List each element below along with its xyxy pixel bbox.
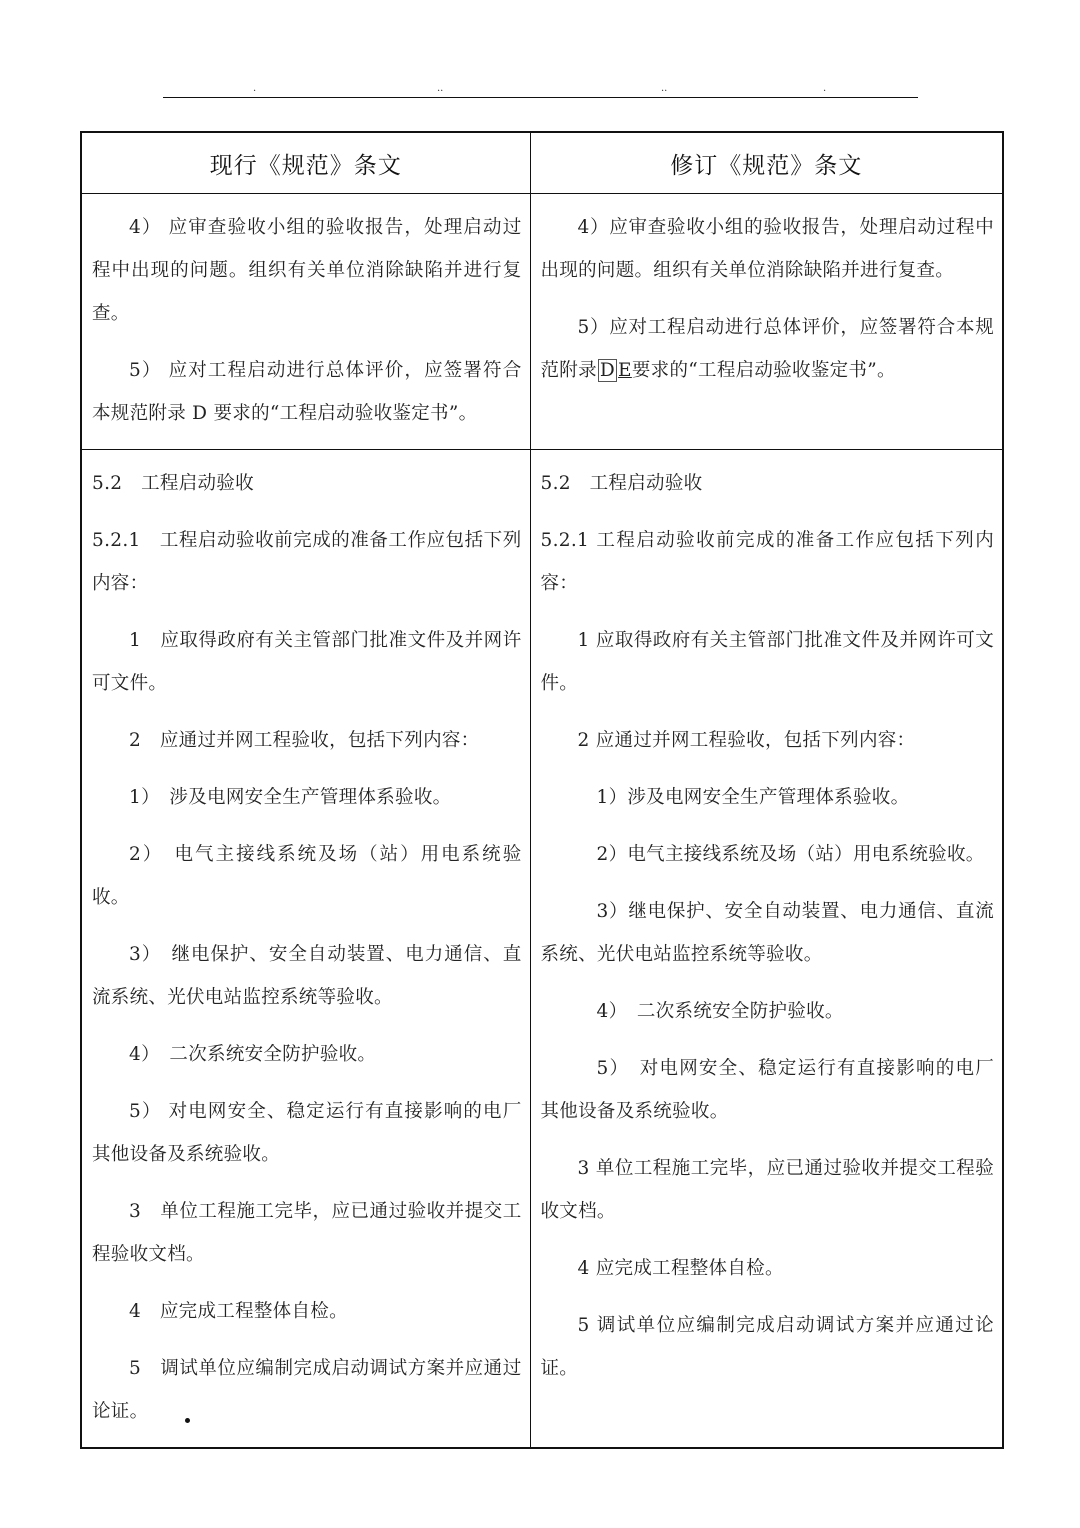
header-rule [163, 97, 918, 98]
clause-paragraph-revised [541, 306, 995, 392]
clause-paragraph: 5） 应对工程启动进行总体评价，应签署符合本规范附录 D 要求的“工程启动验收鉴定书”。 [92, 360, 522, 424]
clause-paragraph: 4） 二次系统安全防护验收。 [129, 1044, 377, 1065]
clause-paragraph: 5.2.1 工程启动验收前完成的准备工作应包括下列内容： [540, 530, 994, 594]
clause-paragraph: 3 单位工程施工完毕，应已通过验收并提交工程验收文档。 [540, 1158, 994, 1222]
revision-mark: D [599, 360, 616, 381]
clause-paragraph: 5.2.1 工程启动验收前完成的准备工作应包括下列内容： [92, 530, 522, 594]
clause-paragraph: 2 应通过并网工程验收，包括下列内容： [129, 730, 480, 751]
table-row [81, 450, 1003, 1449]
clause-paragraph: 1 应取得政府有关主管部门批准文件及并网许可文件。 [540, 630, 994, 694]
header-dot: .. [437, 83, 444, 94]
clause-paragraph: 4） 二次系统安全防护验收。 [596, 1001, 844, 1022]
clause-paragraph: 5） 对电网安全、稳定运行有直接影响的电厂其他设备及系统验收。 [92, 1101, 522, 1165]
column-header-current: 现行《规范》条文 [81, 132, 530, 194]
clause-paragraph: 3） 继电保护、安全自动装置、电力通信、直流系统、光伏电站监控系统等验收。 [92, 944, 522, 1008]
footer-dot [185, 1418, 190, 1423]
table-header-row [81, 132, 1003, 194]
comparison-table [80, 131, 1004, 1449]
clause-text: 5）应对工程启动进行总体评价，应签署符合本规范附录 [540, 317, 994, 381]
clause-paragraph: 5） 对电网安全、稳定运行有直接影响的电厂其他设备及系统验收。 [540, 1058, 994, 1122]
clause-paragraph: 3）继电保护、安全自动装置、电力通信、直流系统、光伏电站监控系统等验收。 [540, 901, 994, 965]
section-heading: 5.2 工程启动验收 [540, 473, 703, 494]
clause-paragraph: 3 单位工程施工完毕，应已通过验收并提交工程验收文档。 [92, 1201, 522, 1265]
clause-paragraph: 2 应通过并网工程验收，包括下列内容： [577, 730, 916, 751]
inserted-text: E [618, 360, 632, 381]
current-cell [81, 450, 530, 1449]
clause-paragraph: 1）涉及电网安全生产管理体系验收。 [596, 787, 910, 808]
header-dot: . [823, 83, 827, 94]
table-row [81, 194, 1003, 450]
clause-text: 要求的“工程启动验收鉴定书”。 [631, 360, 896, 381]
clause-paragraph: 4 应完成工程整体自检。 [577, 1258, 784, 1279]
clause-paragraph: 2） 电气主接线系统及场（站）用电系统验收。 [92, 844, 522, 908]
clause-paragraph: 4）应审查验收小组的验收报告，处理启动过程中出现的问题。组织有关单位消除缺陷并进行复查。 [540, 217, 994, 281]
header-dot: .. [661, 83, 668, 94]
revised-cell [530, 450, 1003, 1449]
column-header-revised: 修订《规范》条文 [530, 132, 1003, 194]
clause-paragraph: 1） 涉及电网安全生产管理体系验收。 [129, 787, 452, 808]
clause-paragraph: 1 应取得政府有关主管部门批准文件及并网许可文件。 [92, 630, 522, 694]
clause-paragraph: 4 应完成工程整体自检。 [129, 1301, 348, 1322]
clause-paragraph: 5 调试单位应编制完成启动调试方案并应通过论证。 [540, 1315, 994, 1379]
current-cell [81, 194, 530, 450]
clause-paragraph: 2）电气主接线系统及场（站）用电系统验收。 [596, 844, 985, 865]
clause-paragraph: 5 调试单位应编制完成启动调试方案并应通过论证。 [92, 1358, 522, 1422]
clause-paragraph: 4） 应审查验收小组的验收报告，处理启动过程中出现的问题。组织有关单位消除缺陷并进行复查。 [92, 217, 522, 324]
header-dot: . [253, 83, 257, 94]
section-heading: 5.2 工程启动验收 [92, 473, 254, 494]
revised-cell [530, 194, 1003, 450]
